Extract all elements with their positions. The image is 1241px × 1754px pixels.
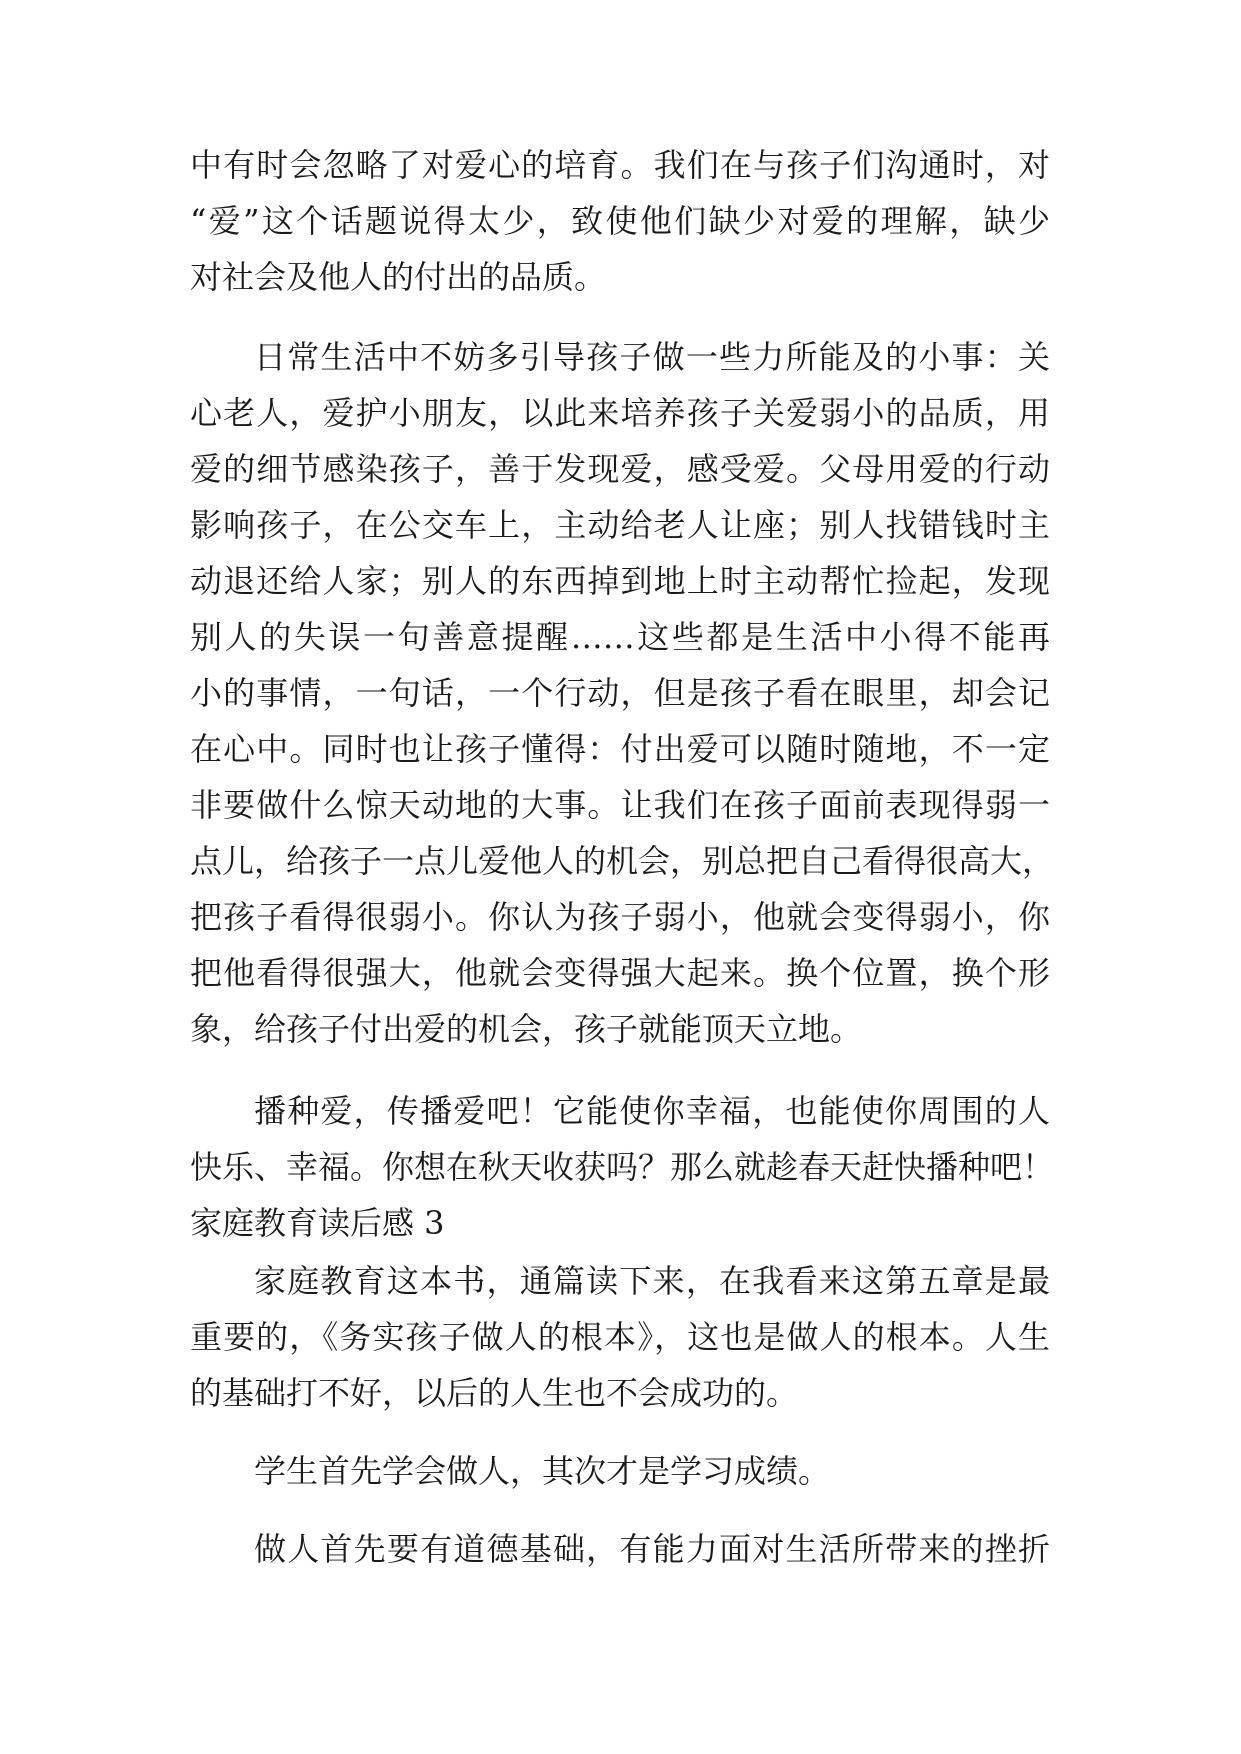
text-line: 学生首先学会做人，其次才是学习成绩。 bbox=[254, 1452, 831, 1490]
text-line: 把孩子看得很弱小。你认为孩子弱小，他就会变得弱小，你 bbox=[190, 898, 1050, 936]
text-line: 在心中。同时也让孩子懂得：付出爱可以随时随地，不一定 bbox=[190, 730, 1050, 768]
text-line: 心老人，爱护小朋友，以此来培养孩子关爱弱小的品质，用 bbox=[190, 394, 1050, 432]
text-line: 重要的，《务实孩子做人的根本》，这也是做人的根本。人生 bbox=[190, 1318, 1050, 1356]
text-line: 日常生活中不妨多引导孩子做一些力所能及的小事：关 bbox=[254, 338, 1050, 376]
text-line: 快乐、幸福。你想在秋天收获吗？那么就趁春天赶快播种吧！ bbox=[190, 1148, 1055, 1186]
text-line: 把他看得很强大，他就会变得强大起来。换个位置，换个形 bbox=[190, 954, 1050, 992]
text-line: “爱”这个话题说得太少，致使他们缺少对爱的理解，缺少 bbox=[190, 202, 1050, 240]
text-line: 做人首先要有道德基础，有能力面对生活所带来的挫折 bbox=[254, 1530, 1050, 1568]
text-line: 点儿，给孩子一点儿爱他人的机会，别总把自己看得很高大， bbox=[190, 842, 1055, 880]
text-line: 非要做什么惊天动地的大事。让我们在孩子面前表现得弱一 bbox=[190, 786, 1050, 824]
text-line: 动退还给人家；别人的东西掉到地上时主动帮忙捡起，发现 bbox=[190, 562, 1050, 600]
text-line: 播种爱，传播爱吧！它能使你幸福，也能使你周围的人 bbox=[254, 1092, 1050, 1130]
text-line: 对社会及他人的付出的品质。 bbox=[190, 258, 607, 296]
text-line: 的基础打不好，以后的人生也不会成功的。 bbox=[190, 1374, 799, 1412]
text-line: 爱的细节感染孩子，善于发现爱，感受爱。父母用爱的行动 bbox=[190, 450, 1050, 488]
text-line: 小的事情，一句话，一个行动，但是孩子看在眼里，却会记 bbox=[190, 674, 1050, 712]
text-line: 家庭教育这本书，通篇读下来，在我看来这第五章是最 bbox=[254, 1262, 1050, 1300]
text-line: 别人的失误一句善意提醒……这些都是生活中小得不能再 bbox=[190, 618, 1050, 656]
text-line: 中有时会忽略了对爱心的培育。我们在与孩子们沟通时，对 bbox=[190, 146, 1050, 184]
section-heading: 家庭教育读后感 3 bbox=[190, 1204, 445, 1242]
text-line: 象，给孩子付出爱的机会，孩子就能顶天立地。 bbox=[190, 1010, 863, 1048]
text-line: 影响孩子，在公交车上，主动给老人让座；别人找错钱时主 bbox=[190, 506, 1050, 544]
